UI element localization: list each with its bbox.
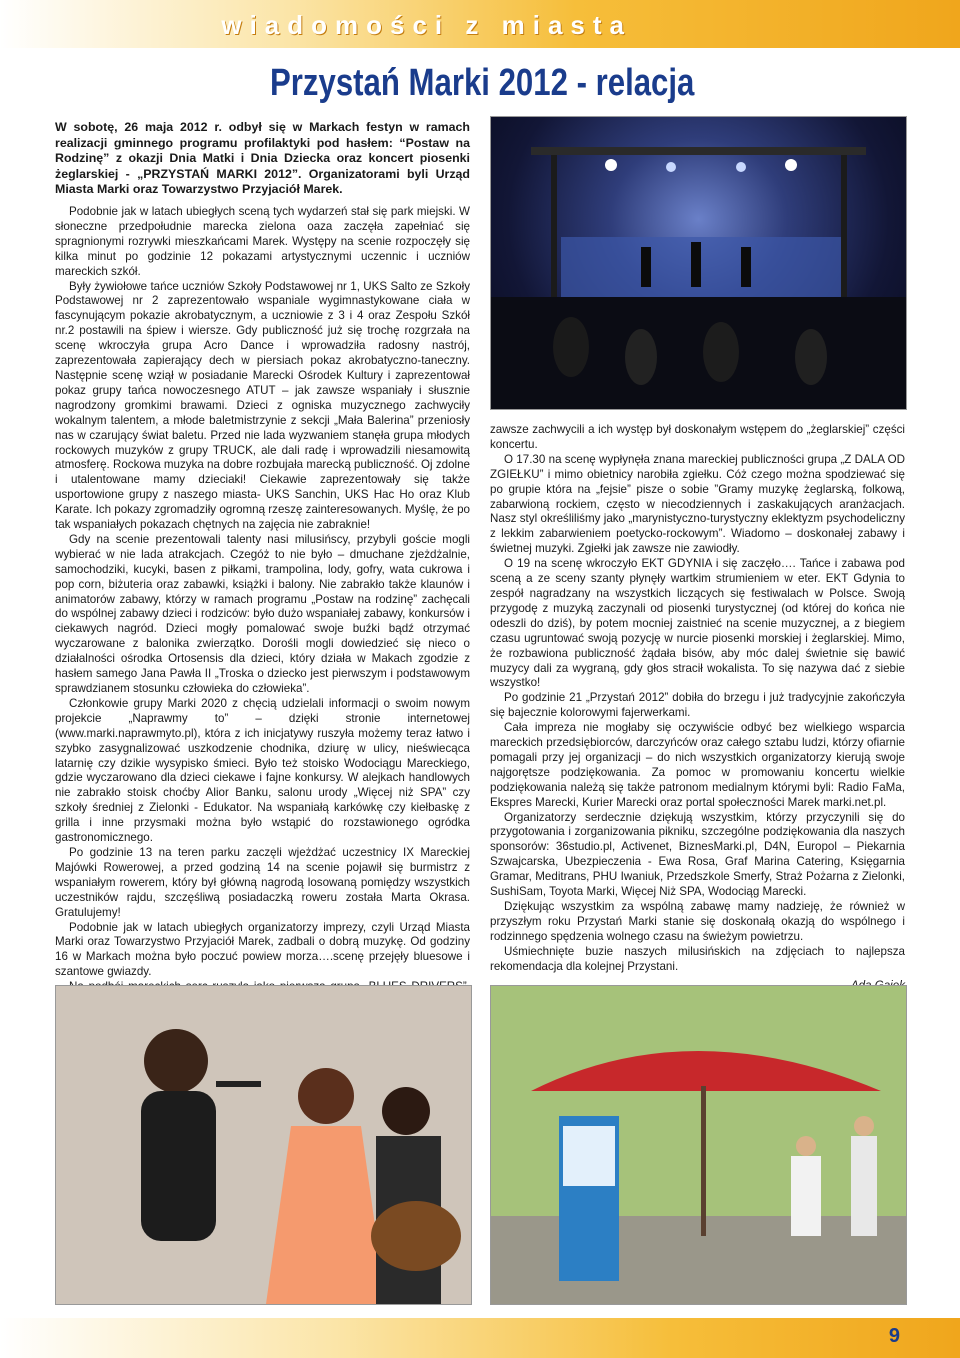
paragraph: Cała impreza nie mogłaby się oczywiście odbyć bez wielkiego wsparcia mareckich przedsiębiorców, darczyńców oraz całego sztabu ludzi, którzy ofiarnie pomagali przy jej organizacji – do nich wszystkich organizatorzy kierują swoje najgorętsze podziękowania. Za pomoc w promowaniu koncertu wielkie podziękowania należą się także patronom medialnym którymi byli: Radio FaMa, Ekspres Marecki, Kurier Marecki oraz portal społeczności Marek marki.net.pl.	[490, 721, 905, 809]
paragraph: Gdy na scenie prezentowali talenty nasi milusińscy, przybyli goście mogli wybierać w nie lada atrakcjach. Czegóż to nie było – dmuchane zjeżdżalnie, samochodziki, kucyki, basen z piłkami, trampolina, lody, gofry, wata cukrowa i pop corn, biżuteria oraz zabawki, książki i balony. Nie zabrakło także klaunów i animatorów zabawy, którzy w ramach programu „Postaw na rodzinę” zachęcali do wspólnej zabawy dzieci i rodziców: było dużo wspaniałej zabawy, konkursów i ciekawych nagród. Dzieci mogły pomalować swoje buźki bądź otrzymać wyczarowane z balonika zwierzątko. Dorośli mogli dowiedzieć się nieco o działalności ośrodka Ortosensis dla dzieci, który działa w Makach zgodzie z hasłem samego Jana Pawła II „Troska o dziecko jest pierwszym i podstawowym sprawdzianem stosunku człowieka do człowieka”.	[55, 532, 470, 695]
paragraph: Były żywiołowe tańce uczniów Szkoły Podstawowej nr 1, UKS Salto ze Szkoły Podstawowej nr 2 zaprezentowało wspaniale wygimnastykowane ciała w fascynującym pokazie akrobatycznym, a uczniowie z 3 i 4 oraz Zespołu Szkół nr.2 postawili na śpiew i wiersze. Gdy publiczność już się trochę rozgrzała na scenę wkroczyła grupa Acro Dance i wprowadziła radosny nastrój, zaprezentowała zapierający dech w piersiach pokaz akrobatyczno-taneczny. Następnie scenę wziął w posiadanie Marecki Ośrodek Kultury i zaprezentował pokaz grupy tańca nowoczesnego ATUT – jak zawsze wspaniały i słusznie nagrodzony gromkimi brawami. Dzieci z ogniska muzycznego zachwyciły wokalnym talentem, a młode baletmistrzynie z sekcji „Mała Balerina” przeniosły nas w czarujący świat baletu. Przed nie lada wyzwaniem stanęła grupa młodych rockowych muzyków z grupy TRUCK, ale dali radę i wprowadzili niesamowitą atmosferę. Rockowa muzyka na dobre rozbujała marecką publiczność. Oj zdolne i utalentowane mamy dzieciaki! Ciekawie zaprezentowały się także usportowione grupy z naszego miasta- UKS Sanchin, UKS Hac Ho oraz Klub Karate. Ich pokazy zgromadziły ogromną rzeszę zainteresowanych. Myślę, że po tak wspaniałych pokazach chętnych na zajęcia nie zabraknie!	[55, 279, 470, 532]
right-column	[490, 423, 905, 983]
concert-stage-photo	[490, 116, 907, 410]
marki-2020-stand-photo	[490, 985, 907, 1305]
singers-illustration	[56, 986, 471, 1304]
paragraph: Podobnie jak w latach ubiegłych sceną tych wydarzeń stał się park miejski. W słoneczne przedpołudnie marecka zielona oaza zaczęła zapełniać się spragnionymi rozrywki mieszkańcami Marek. Występy na scenie rozpoczęły się kilka minut po godzinie 12 pokazami artystycznymi uczennic i uczniów mareckich szkół.	[55, 205, 470, 278]
paragraph: zawsze zachwycili a ich występ był doskonałym wstępem do „żeglarskiej” części koncertu.	[490, 423, 905, 451]
article-title: Przystań Marki 2012 - relacja	[270, 62, 695, 104]
paragraph: Po godzinie 13 na teren parku zaczęli wjeżdżać uczestnicy IX Mareckiej Majówki Rowerowej, a przed godziną 14 na scenie pojawił się burmistrz z wspaniałym rowerem, który był główną nagrodą losowaną pomiędzy wszystkich uczestników rajdu, szczęśliwą posiadaczką roweru została Marta Okrasa. Gratulujemy!	[55, 845, 470, 919]
paragraph: Dziękując wszystkim za wspólną zabawę mamy nadzieję, że również w przyszłym roku Przystań Marki stanie się doskonałą okazją do wspólnego i rodzinnego spędzenia wolnego czasu na świeżym powietrzu.	[490, 900, 905, 943]
singers-photo	[55, 985, 472, 1305]
section-label: wiadomości z miasta	[221, 10, 632, 40]
paragraph: Członkowie grupy Marki 2020 z chęcią udzielali informacji o swoim nowym projekcie „Naprawmy to” – dzięki stronie internetowej (www.marki.naprawmyto.pl), która z ich inicjatywy ruszyła możemy teraz łatwo i szybko zasygnalizować uszkodzenie chodnika, dziurę w ulicy, nieświecąca latarnię czy dzikie wysypisko śmieci. Było też stoisko Wodociągu Mareckiego, gdzie wyczarowano dla dzieci ciekawe i fajne konkursy. W alejkach handlowych nie zabrakło stoisk choćby Alior Banku, salonu urody „Więcej niż SPA” czy szkoły średniej z Zielonki - Edukator. Na wspaniałą karkówkę czy kiełbaskę z grilla i inne przysmaki można było wstąpić do rozstawionego ogródka gastronomicznego.	[55, 696, 470, 845]
paragraph: Podobnie jak w latach ubiegłych organizatorzy imprezy, czyli Urząd Miasta Marki oraz Towarzystwo Przyjaciół Marek, zadbali o dobrą muzykę. Od godziny 16 w Markach można było poczuć powiew morza….scenę przejęły bluesowe i szantowe gwiazdy.	[55, 920, 470, 979]
article-lead: W sobotę, 26 maja 2012 r. odbył się w Markach festyn w ramach realizacji gminnego programu profilaktyki pod hasłem: “Postaw na Rodzinę” z okazji Dnia Matki i Dnia Dziecka oraz koncert piosenki żeglarskiej - „PRZYSTAŃ MARKI 2012”. Organizatorami byli Urząd Miasta Marki oraz Towarzystwo Przyjaciół Marek.	[55, 120, 470, 197]
paragraph: Organizatorzy serdecznie dziękują wszystkim, którzy przyczynili się do przygotowania i zorganizowania pikniku, szczególne podziękowania dla naszych sponsorów: 36studio.pl, Activenet, BiznesMarki.pl, D4N, Europol – Piekarnia Szwajcarska, Ubezpieczenia - Ewa Rosa, Graf Marina Catering, Księgarnia Gramar, Meditrans, PHU Iwaniuk, Przedszkole Smerfy, Straż Pożarna z Zielonki, SushiSam, Toyota Marki, Więcej Niż SPA, Wodociąg Marecki.	[490, 810, 905, 899]
paragraph: Uśmiechnięte buzie naszych milusińskich na zdjęciach to najlepsza rekomendacja dla kolejnej Przystani.	[490, 944, 905, 973]
concert-stage-illustration	[491, 117, 906, 409]
paragraph: O 17.30 na scenę wypłynęła znana mareckiej publiczności grupa „Z DALA OD ZGIEŁKU” i mimo obietnicy narobiła zgiełku. Cóż czego można spodziewać się po grupie która na „fejsie” pisze o sobie ”Gramy muzykę żeglarską, folkową, zabarwioną rockiem, często w niecodziennych i zaskakujących aranżacjach. Nasz styl określiliśmy jako „marynistyczno-turystyczny eklektyzm psychodeliczny z lekkim zabarwieniem poetycko-rockowym”. Wiadomo – doskonałej zabawy i świetnej muzyki. Zgiełki jak zawsze nie zawiodły.	[490, 452, 905, 556]
page-number: 9	[888, 1325, 900, 1347]
left-column	[55, 205, 470, 985]
paragraph: Po godzinie 21 „Przystań 2012” dobiła do brzegu i już tradycyjnie zakończyła się bajecznie kolorowymi fajerwerkami.	[490, 691, 905, 720]
footer-band	[0, 1318, 960, 1358]
stand-illustration	[491, 986, 906, 1304]
paragraph: O 19 na scenę wkroczyło EKT GDYNIA i się zaczęło…. Tańce i zabawa pod sceną a ze sceny szanty płynęły wartkim strumieniem w eter. EKT Gdynia to zespół nagradzany na wszystkich liczących się festiwalach w Polsce. Swoją przygodę z muzyką zaczynali od piosenki turystycznej (od której do końca nie odeszli do dziś), by potem mocniej zaistnieć na scenie muzycznej, a z biegiem czasu ugruntować swoją pozycję w nurcie piosenki morskiej i żeglarskiej. Mimo, że rozbawiona publiczność żądała bisów, aby móc dalej świetnie się bawić muzycy dali za wygraną, gdy głos stracił wokalista. To się nazywa dać z siebie wszystko!	[490, 557, 905, 690]
